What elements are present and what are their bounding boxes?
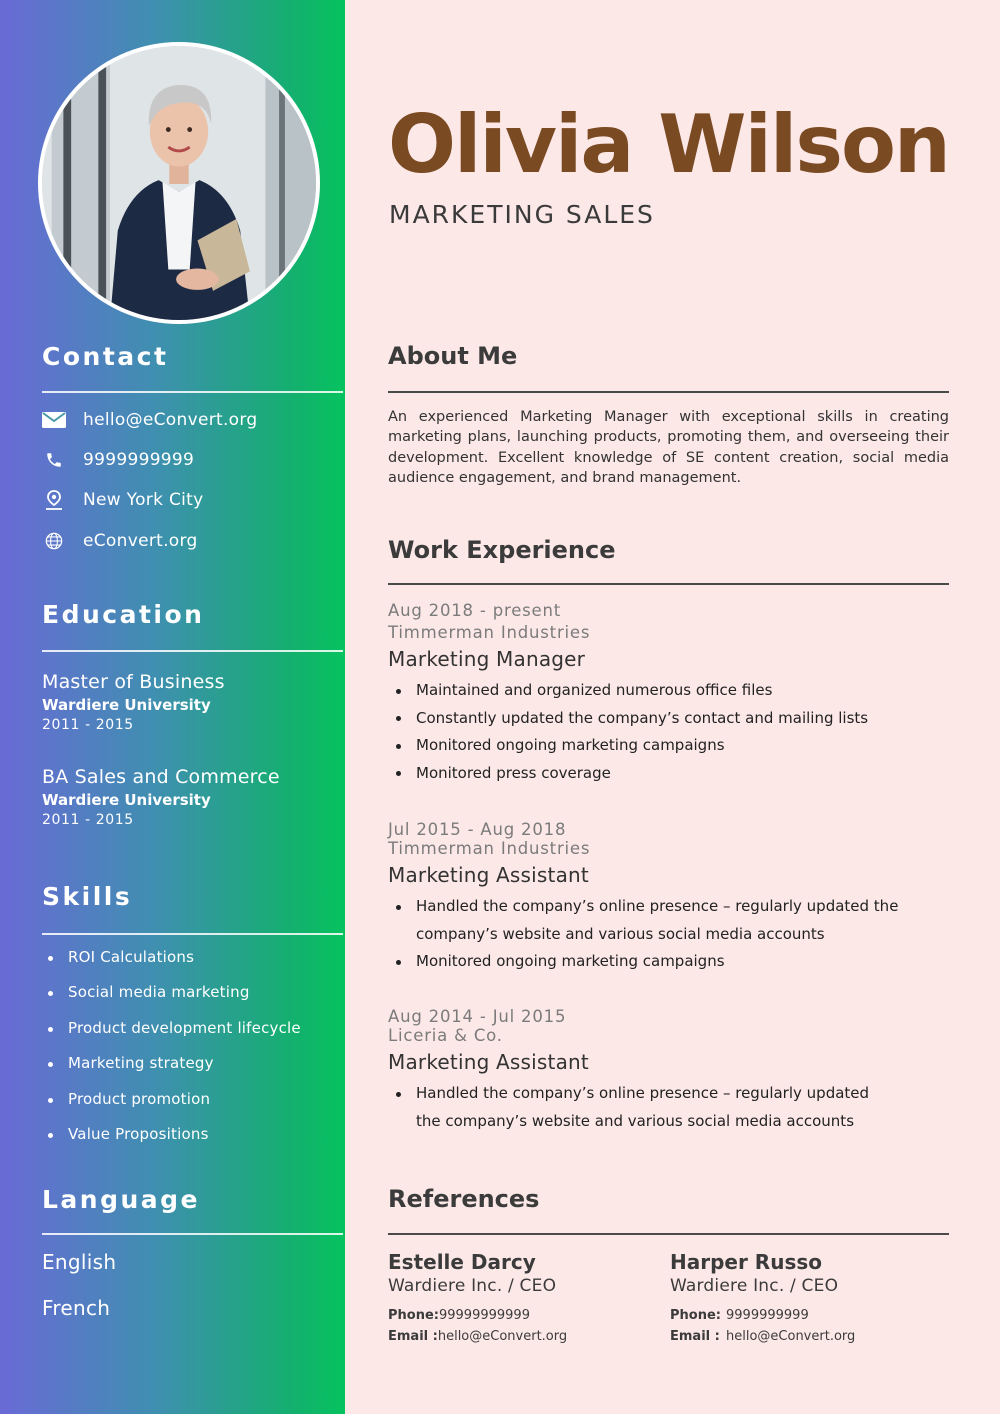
skill-item [42,1090,301,1125]
job-bullets [388,1080,898,1135]
email-value: hello@eConvert.org [726,1329,856,1344]
bullet-icon [396,744,401,749]
job-role: Marketing Manager [388,647,586,671]
education-school: Wardiere University [42,791,211,809]
phone-value: 9999999999 [726,1308,809,1323]
reference-phone [388,1308,567,1323]
language-item: English [42,1250,117,1274]
reference-position: Wardiere Inc. / CEO [388,1276,557,1296]
envelope-icon [42,408,66,432]
contact-phone-text: 9999999999 [83,450,195,470]
job-bullet [388,677,953,705]
education-degree: BA Sales and Commerce [42,766,280,788]
bullet-icon [48,1027,53,1032]
job-bullet-text: Monitored ongoing marketing campaigns [416,736,725,755]
job-dates: Aug 2018 - present [388,601,562,620]
education-school: Wardiere University [42,696,211,714]
skill-text: Marketing strategy [68,1054,214,1073]
skill-item [42,983,301,1018]
bullet-icon [396,1092,401,1097]
job-role: Marketing Assistant [388,1050,589,1074]
bullet-icon [48,1098,53,1103]
reference-phone [670,1308,855,1323]
about-divider [388,391,949,393]
job-bullet-text: Constantly updated the company’s contact and mailing lists [416,708,869,727]
bullet-icon [396,905,401,910]
skill-item [42,1054,301,1089]
work-divider [388,583,949,585]
job-bullet-text: Handled the company’s online presence – regularly updated the company’s website and various social media accounts [416,897,899,943]
reference-name: Estelle Darcy [388,1250,536,1274]
skills-list [42,948,301,1160]
job-bullet-text: Handled the company’s online presence – regularly updated the company’s website and various social media accounts [416,1084,870,1130]
bullet-icon [48,1133,53,1138]
contact-location-text: New York City [83,490,204,510]
contact-website[interactable] [42,529,198,553]
bullet-icon [48,1062,53,1067]
globe-icon [42,529,66,553]
profile-photo [38,42,320,324]
bullet-icon [48,956,53,961]
education-item [42,671,225,733]
references-heading: References [388,1185,540,1213]
language-item: French [42,1296,111,1320]
job-company: Timmerman Industries [388,623,591,642]
language-divider [42,1233,343,1235]
email-label: Email : [388,1329,438,1344]
contact-website-text: eConvert.org [83,531,198,551]
contact-email-text: hello@eConvert.org [83,410,258,430]
skill-text: Product promotion [68,1089,211,1108]
job-bullet-text: Maintained and organized numerous office files [416,681,773,699]
references-divider [388,1233,949,1235]
person-portrait-icon [42,46,316,320]
bullet-icon [396,960,401,965]
about-heading: About Me [388,342,518,370]
job-bullet-text: Monitored press coverage [416,763,611,782]
skill-text: ROI Calculations [68,948,195,966]
contact-divider [42,391,343,393]
reference-name: Harper Russo [670,1250,822,1274]
bullet-icon [396,771,401,776]
job-bullet [388,705,953,733]
job-dates: Jul 2015 - Aug 2018 [388,820,567,839]
contact-location [42,488,203,512]
job-role: Marketing Assistant [388,863,589,887]
job-bullet [388,893,928,948]
job-entry [388,820,953,976]
education-years: 2011 - 2015 [42,717,134,733]
phone-label: Phone: [670,1308,721,1323]
contact-email[interactable] [42,408,257,432]
contact-heading: Contact [42,342,169,371]
education-divider [42,650,343,652]
skill-item [42,1019,301,1054]
education-heading: Education [42,600,205,629]
skills-heading: Skills [42,882,133,911]
bullet-icon [396,689,401,694]
sidebar [0,0,345,1414]
job-entry [388,601,953,787]
job-bullet [388,732,953,760]
job-title: MARKETING SALES [389,200,655,229]
skill-item [42,1125,301,1160]
reference-position: Wardiere Inc. / CEO [670,1276,839,1296]
job-company: Liceria & Co. [388,1026,503,1045]
person-name: Olivia Wilson [388,98,949,191]
job-entry [388,1007,953,1135]
skill-text: Social media marketing [68,983,250,1002]
job-bullets [388,677,953,787]
job-dates: Aug 2014 - Jul 2015 [388,1007,567,1026]
skills-divider [42,933,343,935]
phone-label: Phone: [388,1308,439,1323]
reference-email [670,1329,855,1344]
education-item [42,766,280,828]
job-bullet-text: Monitored ongoing marketing campaigns [416,952,725,971]
about-text: An experienced Marketing Manager with exceptional skills in creating marketing plans, launching products, promoting them, and overseeing their development. Excellent knowledge of SE content creation, social media audience engagement, and brand management. [388,409,949,486]
education-years: 2011 - 2015 [42,812,134,828]
job-bullet [388,1080,898,1135]
reference-card [670,1250,855,1344]
phone-value: 99999999999 [438,1308,530,1323]
job-bullet [388,948,928,976]
education-degree: Master of Business [42,671,225,693]
job-company: Timmerman Industries [388,839,591,858]
skill-text: Value Propositions [68,1124,209,1143]
job-bullets [388,893,928,976]
language-heading: Language [42,1185,201,1214]
job-bullet [388,760,953,788]
work-heading: Work Experience [388,536,616,564]
skill-item [42,948,301,983]
location-pin-icon [42,488,66,512]
bullet-icon [396,716,401,721]
skill-text: Product development lifecycle [68,1018,301,1037]
phone-icon [42,448,66,472]
email-label: Email : [670,1329,720,1344]
bullet-icon [48,991,53,996]
reference-email [388,1329,567,1344]
email-value: hello@eConvert.org [437,1329,568,1344]
contact-phone[interactable] [42,448,194,472]
reference-card [388,1250,567,1344]
